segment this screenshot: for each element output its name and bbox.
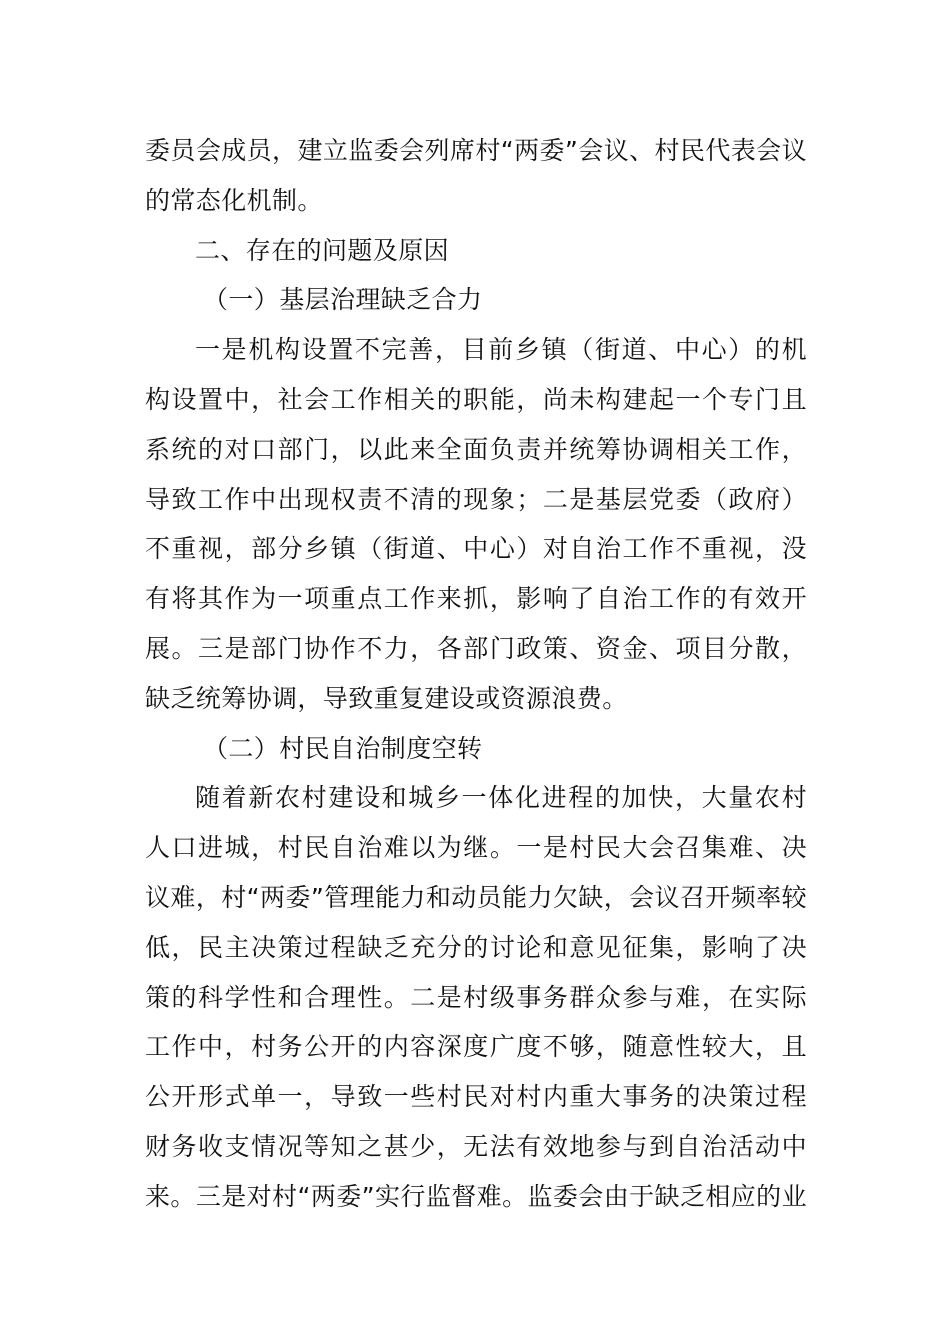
paragraph-line: 的常态化机制。 [145,185,323,215]
paragraph-line: 来。三是对村“两委”实行监督难。监委会由于缺乏相应的业 [145,1181,807,1211]
paragraph-line: 低，民主决策过程缺乏充分的讨论和意见征集，影响了决 [145,932,807,962]
document-body [145,126,807,1222]
subsection-heading: （一）基层治理缺乏合力 [203,285,483,315]
paragraph-line: 一是机构设置不完善，目前乡镇（街道、中心）的机 [195,335,807,365]
paragraph-line: 有将其作为一项重点工作来抓，影响了自治工作的有效开 [145,584,807,614]
paragraph-line: 不重视，部分乡镇（街道、中心）对自治工作不重视，没 [145,534,807,564]
paragraph-line: 人口进城，村民自治难以为继。一是村民大会召集难、决 [145,833,807,863]
paragraph-line: 财务收支情况等知之甚少，无法有效地参与到自治活动中 [145,1131,807,1161]
paragraph-line: 委员会成员，建立监委会列席村“两委”会议、村民代表会议 [145,136,807,165]
subsection-heading: （二）村民自治制度空转 [203,733,483,763]
paragraph-line: 展。三是部门协作不力，各部门政策、资金、项目分散， [145,633,807,663]
paragraph-line: 构设置中，社会工作相关的职能，尚未构建起一个专门且 [145,384,807,414]
paragraph-line: 导致工作中出现权责不清的现象；二是基层党委（政府） [145,484,807,514]
paragraph-line: 工作中，村务公开的内容深度广度不够，随意性较大，且 [145,1032,807,1062]
paragraph-line: 系统的对口部门，以此来全面负责并统筹协调相关工作， [145,434,807,464]
paragraph-line: 缺乏统筹协调，导致重复建设或资源浪费。 [145,683,628,713]
paragraph-line: 策的科学性和合理性。二是村级事务群众参与难，在实际 [145,982,807,1012]
paragraph-line: 公开形式单一，导致一些村民对村内重大事务的决策过程 [145,1082,807,1112]
paragraph-line: 随着新农村建设和城乡一体化进程的加快，大量农村 [195,783,807,813]
paragraph-line: 议难，村“两委”管理能力和动员能力欠缺，会议召开频率较 [145,882,807,912]
section-heading: 二、存在的问题及原因 [195,235,450,265]
